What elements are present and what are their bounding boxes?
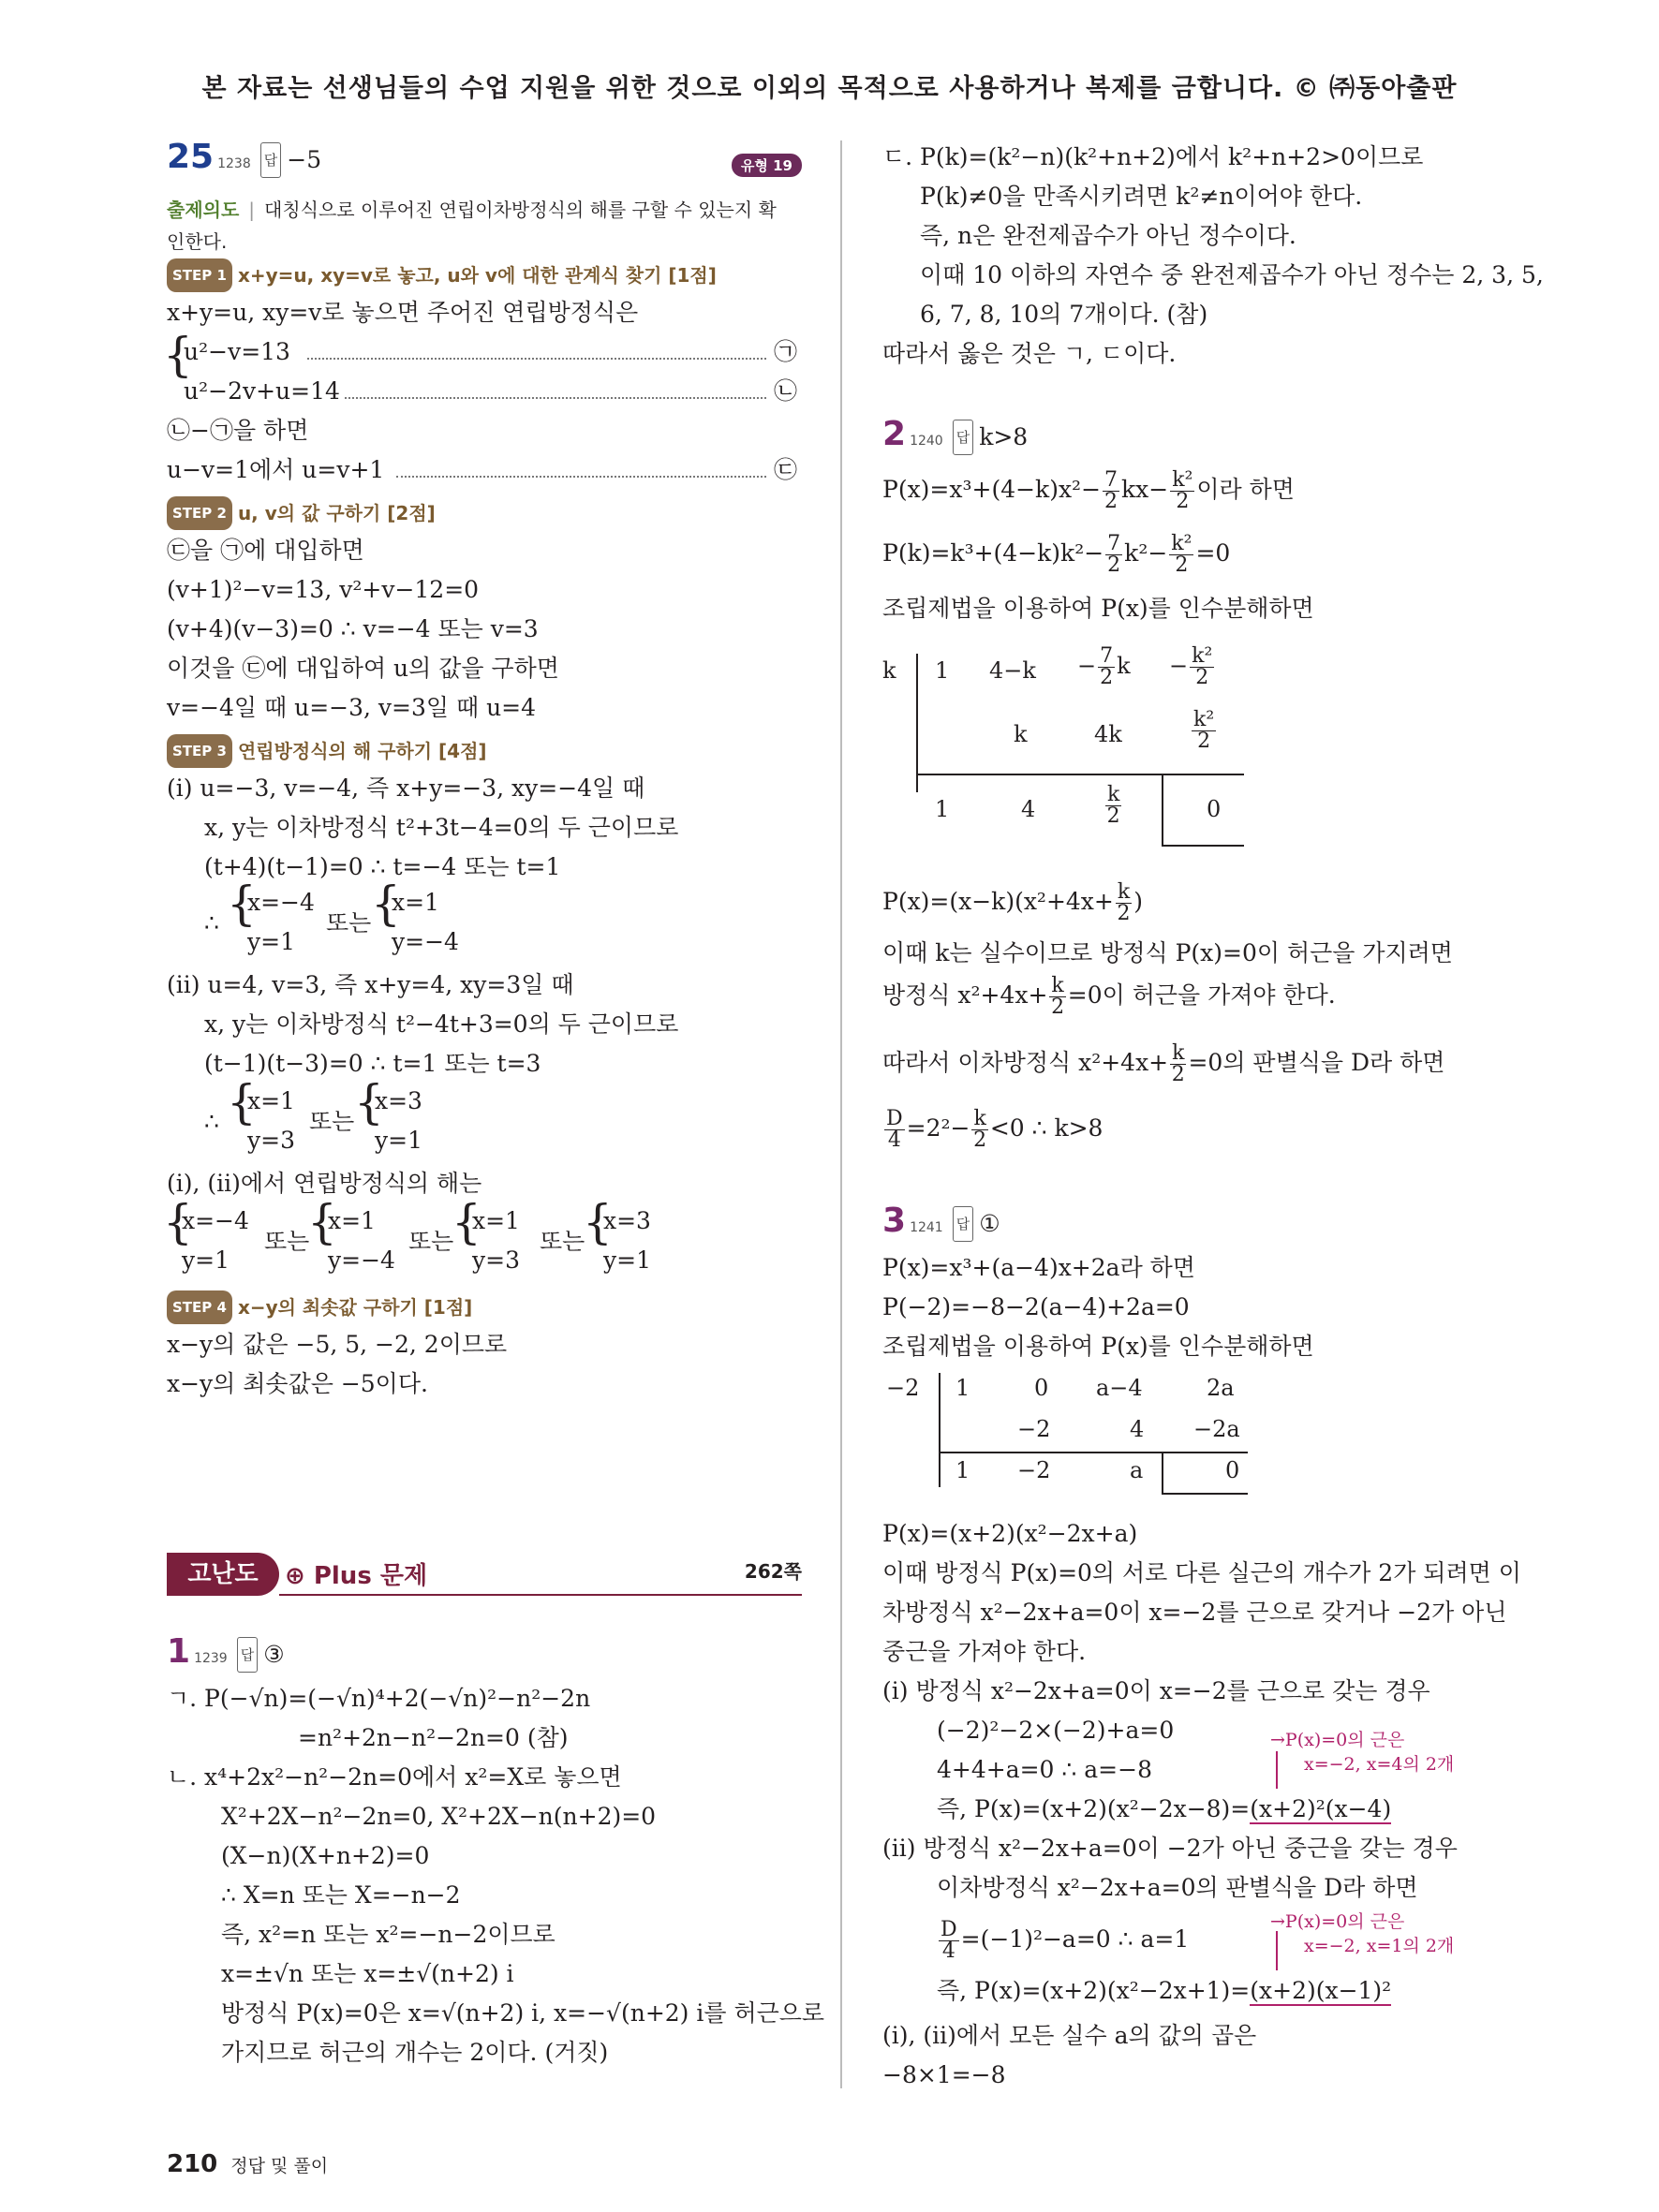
- text-line: (X−n)(X+n+2)=0: [221, 1842, 430, 1869]
- system-brace: {: [163, 1195, 193, 1249]
- column-divider: [840, 140, 842, 2088]
- expr: <0 ∴ k>8: [989, 1114, 1104, 1142]
- table-rule: [1162, 774, 1163, 845]
- text-line: (t−1)(t−3)=0 ∴ t=1 또는 t=3: [204, 1050, 541, 1077]
- dot-leader: [307, 358, 766, 360]
- step-text: x+y=u, xy=v로 놓고, u와 v에 대한 관계식 찾기 [1점]: [237, 264, 717, 287]
- numerator: 7: [1104, 468, 1118, 492]
- denominator: 2: [1176, 490, 1190, 513]
- text-line: 이것을 ㉢에 대입하여 u의 값을 구하면: [167, 655, 559, 682]
- text-line: (i) 방정식 x²−2x+a=0이 x=−2를 근으로 갖는 경우: [882, 1677, 1430, 1704]
- divisor: k: [882, 657, 896, 684]
- annotation-arrow: [1276, 1931, 1278, 1970]
- question-number: 25: [167, 138, 215, 176]
- text-line: (i), (ii)에서 모든 실수 a의 값의 곱은: [882, 2022, 1257, 2049]
- highlighted-expr: (x+2)²(x−4): [1250, 1795, 1392, 1822]
- question-ref: 1241: [910, 1220, 943, 1235]
- coef: 4: [1021, 796, 1036, 822]
- text-line: ∴ X=n 또는 X=−n−2: [221, 1881, 461, 1909]
- expr: 즉, P(x)=(x+2)(x²−2x−8)=: [937, 1795, 1251, 1822]
- answer-label: 답: [237, 1637, 259, 1673]
- annotation-text: x=−2, x=1의 2개: [1304, 1936, 1455, 1956]
- coef-frac: $\frac{\text{k²}}{2}$: [1193, 708, 1215, 753]
- fraction: [1049, 976, 1065, 1018]
- type-badge: 유형 19: [732, 154, 802, 177]
- fraction: [1170, 1043, 1186, 1085]
- or-word: 또는: [408, 1228, 454, 1255]
- fraction: [884, 1109, 905, 1151]
- coef-frac: − $\frac{\text{k²}}{2}$: [1169, 644, 1213, 689]
- text-line: u−v=1에서 u=v+1: [167, 456, 385, 483]
- table-rule: [916, 774, 1244, 775]
- solution-x: x=3: [603, 1207, 651, 1234]
- coef: 2a: [1207, 1375, 1235, 1401]
- denominator: 4: [941, 1939, 955, 1963]
- step1-heading: STEP 1 x+y=u, xy=v로 놓고, u와 v에 대한 관계식 찾기 [1점]: [167, 258, 717, 292]
- text-line: x−y의 최솟값은 −5이다.: [167, 1370, 428, 1397]
- text-line: 이때 k는 실수이므로 방정식 P(x)=0이 허근을 가지려면: [882, 939, 1453, 966]
- table-rule: [1162, 845, 1244, 847]
- solution-x: x=1: [328, 1207, 376, 1234]
- expr: =0: [1195, 539, 1231, 567]
- formula-line: [937, 1974, 1391, 2008]
- text-line: 조립제법을 이용하여 P(x)를 인수분해하면: [882, 1333, 1314, 1360]
- dot-leader: [396, 476, 766, 478]
- text-line: (ii) 방정식 x²−2x+a=0이 −2가 아닌 중근을 갖는 경우: [882, 1835, 1458, 1862]
- solution-y: y=1: [375, 1127, 422, 1154]
- intent-line: 출제의도 | 대칭식으로 이루어진 연립이차방정식의 해를 구할 수 있는지 확: [167, 199, 777, 221]
- solution-x: x=−4: [247, 889, 315, 916]
- solution-y: y=3: [472, 1246, 520, 1274]
- solution-x: x=1: [392, 889, 439, 916]
- intent-text: 대칭식으로 이루어진 연립이차방정식의 해를 구할 수 있는지 확: [264, 199, 777, 221]
- text-line: 이차방정식 x²−2x+a=0의 판별식을 D라 하면: [937, 1874, 1418, 1901]
- answer-label: 답: [260, 142, 282, 178]
- footer-title: 정답 및 풀이: [230, 2156, 329, 2176]
- step-text: 연립방정식의 해 구하기 [4점]: [237, 740, 487, 762]
- numerator: D: [886, 1107, 903, 1130]
- fraction: [971, 1109, 987, 1151]
- expr: =2²−: [906, 1114, 970, 1142]
- fraction: [1105, 534, 1122, 576]
- coef: 4k: [1094, 721, 1122, 747]
- numerator: 7: [1107, 532, 1121, 555]
- text-line: 즉, x²=n 또는 x²=−n−2이므로: [221, 1921, 555, 1948]
- question-ref: 1240: [910, 434, 943, 449]
- text-line: x+y=u, xy=v로 놓으면 주어진 연립방정식은: [167, 299, 639, 326]
- text-line: P(x)=(x+2)(x²−2x+a): [882, 1520, 1138, 1547]
- numerator: k: [1172, 1041, 1185, 1065]
- numerator: k: [1051, 974, 1064, 997]
- text-line: 이때 방정식 P(x)=0의 서로 다른 실근의 개수가 2가 되려면 이: [882, 1559, 1521, 1586]
- text-line: ㉡−㉠을 하면: [167, 417, 309, 444]
- question-ref: 1238: [217, 156, 251, 171]
- text-line: 방정식 P(x)=0은 x=√(n+2) i, x=−√(n+2) i를 허근으로: [221, 1999, 825, 2027]
- page-number: 210: [167, 2150, 218, 2178]
- intent-text-2: 인한다.: [167, 230, 228, 253]
- page-footer: [167, 2150, 328, 2178]
- text-line: (i) u=−3, v=−4, 즉 x+y=−3, xy=−4일 때: [167, 774, 645, 802]
- numerator: k²: [1172, 468, 1193, 492]
- solution-y: y=−4: [392, 928, 459, 955]
- expr: =0이 허근을 가져야 한다.: [1067, 981, 1336, 1009]
- text-line: 차방정식 x²−2x+a=0이 x=−2를 근으로 갖거나 −2가 아닌: [882, 1599, 1507, 1626]
- text-line: (ii) u=4, v=3, 즉 x+y=4, xy=3일 때: [167, 971, 574, 998]
- p2-header: [882, 415, 1029, 458]
- coef: −2: [1017, 1416, 1051, 1442]
- mark-1: ㉠: [774, 338, 798, 365]
- dot-leader: [345, 397, 766, 399]
- system-brace: {: [307, 1195, 337, 1249]
- banner-rule: [279, 1594, 802, 1596]
- coef: −2a: [1193, 1416, 1240, 1442]
- text-line: 이때 10 이하의 자연수 중 완전제곱수가 아닌 정수는 2, 3, 5,: [920, 261, 1544, 288]
- table-rule: [939, 1373, 941, 1487]
- formula-line: [937, 1920, 1189, 1962]
- coef: a: [1130, 1457, 1144, 1483]
- numerator: k: [1117, 880, 1131, 904]
- expr: k²−: [1124, 539, 1168, 567]
- answer-value: ③: [263, 1641, 285, 1668]
- fraction: [1103, 470, 1119, 512]
- expr: 이라 하면: [1196, 476, 1295, 503]
- text-line: −8×1=−8: [882, 2061, 1006, 2088]
- text-line: 따라서 옳은 것은 ㄱ, ㄷ이다.: [882, 340, 1177, 367]
- coef: 4−k: [989, 657, 1036, 684]
- annotation-text: x=−2, x=4의 2개: [1304, 1754, 1455, 1775]
- question-ref: 1239: [194, 1651, 228, 1666]
- denominator: 4: [887, 1128, 901, 1152]
- question-number: 2: [882, 415, 907, 453]
- coef: 1: [935, 657, 950, 684]
- denominator: 2: [1175, 553, 1189, 577]
- formula-line: [882, 976, 1336, 1018]
- table-rule: [916, 654, 918, 792]
- answer-value: −5: [287, 146, 322, 173]
- or-word: 또는: [540, 1228, 585, 1255]
- text-line: (v+4)(v−3)=0 ∴ v=−4 또는 v=3: [167, 615, 539, 642]
- formula-line: [937, 1792, 1391, 1826]
- therefore: ∴: [204, 1108, 219, 1135]
- text-line: X²+2X−n²−2n=0, X²+2X−n(n+2)=0: [221, 1803, 657, 1830]
- text-line: v=−4일 때 u=−3, v=3일 때 u=4: [167, 694, 537, 721]
- annotation-text: P(x)=0의 근은: [1284, 1730, 1405, 1750]
- expr: 방정식 x²+4x+: [882, 981, 1048, 1009]
- text-line: x−y의 값은 −5, 5, −2, 2이므로: [167, 1331, 508, 1358]
- denominator: 2: [1104, 490, 1118, 513]
- coef: 0: [1034, 1375, 1049, 1401]
- text-line: ㄴ. x⁴+2x²−n²−2n=0에서 x²=X로 놓으면: [167, 1763, 622, 1791]
- text-line: 가지므로 허근의 개수는 2이다. (거짓): [221, 2039, 609, 2066]
- numerator: k: [973, 1107, 986, 1130]
- text-line: P(−2)=−8−2(a−4)+2a=0: [882, 1293, 1190, 1320]
- solution-y: y=1: [247, 928, 295, 955]
- text-line: (i), (ii)에서 연립방정식의 해는: [167, 1170, 482, 1197]
- annotation-note: →P(x)=0의 근은: [1270, 1911, 1405, 1932]
- solution-y: y=1: [603, 1246, 651, 1274]
- coef-frac: $\frac{k}{2}$: [1106, 783, 1120, 828]
- expr: P(x)=x³+(4−k)x²−: [882, 476, 1102, 503]
- therefore: ∴: [204, 909, 219, 936]
- coef: k: [1014, 721, 1028, 747]
- text-line: (v+1)²−v=13, v²+v−12=0: [167, 576, 480, 603]
- formula-line: [882, 470, 1295, 512]
- table-rule: [1162, 1493, 1248, 1495]
- coef: 1: [955, 1375, 970, 1401]
- coef-frac: − $\frac{7}{2}$ k: [1077, 644, 1131, 689]
- formula-line: [882, 1109, 1103, 1151]
- text-line: 조립제법을 이용하여 P(x)를 인수분해하면: [882, 595, 1314, 622]
- copyright-notice: 본 자료는 선생님들의 수업 지원을 위한 것으로 이외의 목적으로 사용하거나 복제를 금합니다. © ㈜동아출판: [201, 74, 1458, 103]
- denominator: 2: [1171, 1063, 1185, 1086]
- equation-2: u²−2v+u=14: [184, 377, 340, 405]
- solution-y: y=3: [247, 1127, 295, 1154]
- text-line: P(x)=x³+(a−4)x+2a라 하면: [882, 1254, 1195, 1281]
- solution-x: x=1: [247, 1087, 295, 1114]
- text-line: 즉, n은 완전제곱수가 아닌 정수이다.: [920, 222, 1296, 249]
- text-line: (t+4)(t−1)=0 ∴ t=−4 또는 t=1: [204, 853, 561, 880]
- system-brace: {: [583, 1195, 613, 1249]
- expr: =0의 판별식을 D라 하면: [1188, 1049, 1445, 1076]
- fraction: [1169, 534, 1193, 576]
- step-text: x−y의 최솟값 구하기 [1점]: [237, 1296, 473, 1319]
- text-line: 6, 7, 8, 10의 7개이다. (참): [920, 301, 1208, 328]
- text-line: ㉢을 ㉠에 대입하면: [167, 537, 364, 564]
- step2-heading: STEP 2 u, v의 값 구하기 [2점]: [167, 496, 436, 530]
- banner-title: ⊕ Plus 문제: [285, 1562, 428, 1590]
- remainder: 0: [1225, 1457, 1240, 1483]
- denominator: 2: [1117, 902, 1131, 925]
- formula-line: [882, 882, 1143, 924]
- step3-heading: STEP 3 연립방정식의 해 구하기 [4점]: [167, 734, 487, 768]
- system-brace: {: [452, 1195, 481, 1249]
- numerator: D: [941, 1918, 957, 1941]
- numerator: k²: [1171, 532, 1192, 555]
- answer-value: k>8: [979, 423, 1029, 450]
- banner-page-ref: 262쪽: [744, 1560, 802, 1583]
- p1-header: [167, 1632, 285, 1675]
- highlighted-expr: (x+2)(x−1)²: [1250, 1977, 1392, 2004]
- answer-label: 답: [953, 420, 974, 455]
- solution-x: x=3: [375, 1087, 422, 1114]
- system-brace: {: [354, 1075, 384, 1129]
- intent-label: 출제의도: [167, 199, 240, 221]
- annotation-text: P(x)=0의 근은: [1284, 1911, 1405, 1932]
- text-line: 중근을 가져야 한다.: [882, 1638, 1087, 1665]
- expr: P(k)=k³+(4−k)k²−: [882, 539, 1104, 567]
- question-number: 1: [167, 1632, 191, 1671]
- step4-heading: STEP 4 x−y의 최솟값 구하기 [1점]: [167, 1290, 472, 1324]
- banner-tag: 고난도: [167, 1553, 279, 1596]
- coef: 1: [935, 796, 950, 822]
- divisor: −2: [886, 1375, 920, 1401]
- denominator: 2: [973, 1128, 987, 1152]
- table-rule: [939, 1452, 1248, 1453]
- text-line: 4+4+a=0 ∴ a=−8: [937, 1756, 1152, 1783]
- text-line: (−2)²−2×(−2)+a=0: [937, 1717, 1175, 1744]
- mark-2: ㉡: [774, 377, 798, 405]
- system-brace: {: [227, 1075, 257, 1129]
- system-brace: {: [371, 877, 401, 931]
- denominator: 2: [1107, 553, 1121, 577]
- text-line: x, y는 이차방정식 t²+3t−4=0의 두 근이므로: [204, 814, 679, 841]
- system-brace: {: [163, 328, 193, 382]
- system-brace: {: [227, 877, 257, 931]
- table-rule: [1162, 1452, 1163, 1495]
- solution-y: y=−4: [328, 1246, 395, 1274]
- text-line: =n²+2n−n²−2n=0 (참): [298, 1724, 569, 1751]
- or-word: 또는: [264, 1228, 310, 1255]
- p3-header: [882, 1204, 1000, 1245]
- expr: 따라서 이차방정식 x²+4x+: [882, 1049, 1169, 1076]
- section-banner: [167, 1553, 802, 1596]
- q25-header: [167, 140, 321, 181]
- text-line: ㄷ. P(k)=(k²−n)(k²+n+2)에서 k²+n+2>0이므로: [882, 143, 1424, 170]
- or-word: 또는: [309, 1108, 355, 1135]
- expr: 즉, P(x)=(x+2)(x²−2x+1)=: [937, 1977, 1251, 2004]
- formula-line: [882, 534, 1230, 576]
- fraction: [939, 1920, 959, 1962]
- or-word: 또는: [326, 909, 372, 936]
- expr: kx−: [1121, 476, 1169, 503]
- denominator: 2: [1051, 995, 1065, 1019]
- text-line: P(k)≠0을 만족시키려면 k²≠n이어야 한다.: [920, 183, 1363, 210]
- coef: −2: [1017, 1457, 1051, 1483]
- remainder: 0: [1207, 796, 1222, 822]
- answer-value: ①: [979, 1210, 1000, 1237]
- expr: =(−1)²−a=0 ∴ a=1: [960, 1925, 1190, 1953]
- expr: ): [1133, 888, 1143, 915]
- annotation-note: →P(x)=0의 근은: [1270, 1730, 1405, 1750]
- question-number: 3: [882, 1202, 907, 1240]
- step-text: u, v의 값 구하기 [2점]: [237, 502, 436, 524]
- solution-x: x=1: [472, 1207, 520, 1234]
- text-line: x, y는 이차방정식 t²−4t+3=0의 두 근이므로: [204, 1010, 679, 1038]
- answer-label: 답: [953, 1206, 974, 1242]
- formula-line: [882, 1043, 1444, 1085]
- coef: a−4: [1096, 1375, 1143, 1401]
- coef: 4: [1130, 1416, 1145, 1442]
- solution-y: y=1: [182, 1246, 230, 1274]
- solution-x: x=−4: [182, 1207, 249, 1234]
- mark-3: ㉢: [774, 456, 798, 483]
- fraction: [1116, 882, 1132, 924]
- text-line: ㄱ. P(−√n)=(−√n)⁴+2(−√n)²−n²−2n: [167, 1685, 591, 1712]
- expr: P(x)=(x−k)(x²+4x+: [882, 888, 1114, 915]
- annotation-arrow: [1276, 1751, 1278, 1789]
- text-line: x=±√n 또는 x=±√(n+2) i: [221, 1960, 514, 1987]
- fraction: [1170, 470, 1194, 512]
- coef: 1: [955, 1457, 970, 1483]
- equation-1: u²−v=13: [184, 338, 290, 365]
